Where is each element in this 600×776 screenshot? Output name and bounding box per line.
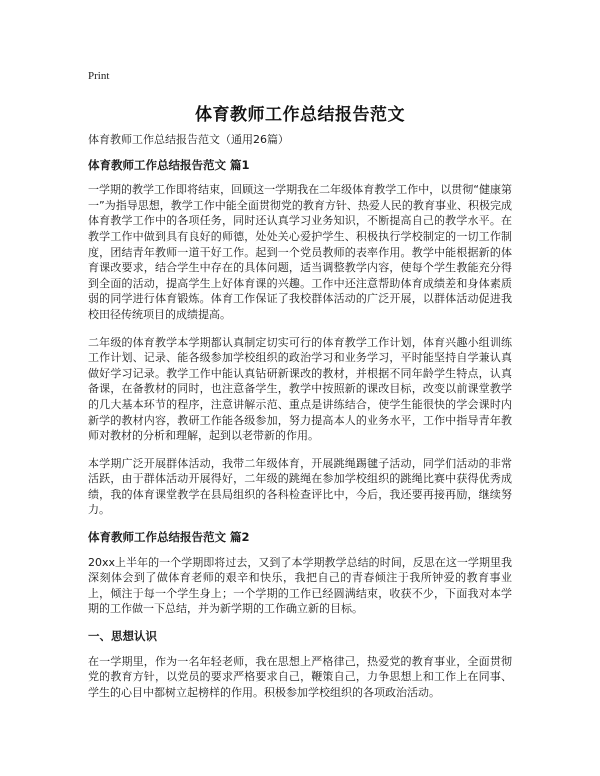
section-heading-2: 体育教师工作总结报告范文 篇2: [88, 530, 250, 545]
print-label[interactable]: Print: [88, 70, 110, 82]
paragraph: 本学期广泛开展群体活动，我带二年级体育，开展跳绳踢毽子活动，同学们活动的非常活跃，由于群体活动开展得好，二年级的跳绳在参加学校组织的跳绳比赛中获得优秀成绩，我的体育课堂教学在县局组织的各科检查评比中，今后，我还要再接再励，继续努力。: [88, 456, 512, 517]
document-body: [88, 132, 512, 712]
document-subtitle: 体育教师工作总结报告范文（通用26篇）: [88, 133, 289, 146]
paragraph: 二年级的体育教学本学期都认真制定切实可行的体育教学工作计划，体育兴趣小组训练工作计划、记录、能各级参加学校组织的政治学习和业务学习，平时能坚持自学兼认真做好学习记录。教学工作中能认真钻研新课改的教材，并根据不同年龄学生特点，认真备课，在备教材的同时，也注意备学生，教学中按照新的课改目标，改变以前课堂教学的几大基本环节的程序，注意讲解示范、重点是讲练结合，使学生能很快的学会课时内新学的教材内容，教研工作能各级参加，努力提高本人的业务水平，工作中指导青年教师对教材的分析和理解，起到以老带新的作用。: [88, 335, 512, 443]
paragraph: 在一学期里，作为一名年轻老师，我在思想上严格律己，热爱党的教育事业，全面贯彻党的教育方针，以党员的要求严格要求自己，鞭策自己，力争思想上和工作上在同事、学生的心目中都树立起榜样的作用。积极参加学校组织的各项政治活动。: [88, 654, 512, 699]
page-title: 体育教师工作总结报告范文: [195, 105, 405, 125]
paragraph: 20xx上半年的一个学期即将过去，又到了本学期教学总结的时间，反思在这一学期里我深刻体会到了做体育老师的艰辛和快乐，我把自己的青春倾注于我所钟爱的教育事业上，倾注于每一个学生身上；一个学期的工作已经圆满结束，收获不少，下面我对本学期的工作做一下总结，并为新学期的工作确立新的目标。: [88, 555, 512, 616]
section-heading-thought: 一、思想认识: [88, 629, 157, 644]
section-heading-1: 体育教师工作总结报告范文 篇1: [88, 157, 250, 172]
paragraph: 一学期的教学工作即将结束，回顾这一学期我在二年级体育教学工作中，以贯彻“健康第一”为指导思想，教学工作中能全面贯彻党的教育方针、热爱人民的教育事业、积极完成体育教学工作中的各项任务，同时还认真学习业务知识，不断提高自己的教学水平。在教学工作中做到具有良好的师德，处处关心爱护学生、积极执行学校制定的一切工作制度，团结青年教师一道干好工作。起到一个党员教师的表率作用。教学中能根据新的体育课改要求，结合学生中存在的具体问题，适当调整教学内容，使每个学生教能充分得到全面的活动，提高学生上好体育课的兴趣。工作中还注意帮助体育成绩差和身体素质弱的同学进行体育锻炼。体育工作保证了我校群体活动的广泛开展，以群体活动促进我校田径传统项目的成绩提高。: [88, 183, 512, 321]
